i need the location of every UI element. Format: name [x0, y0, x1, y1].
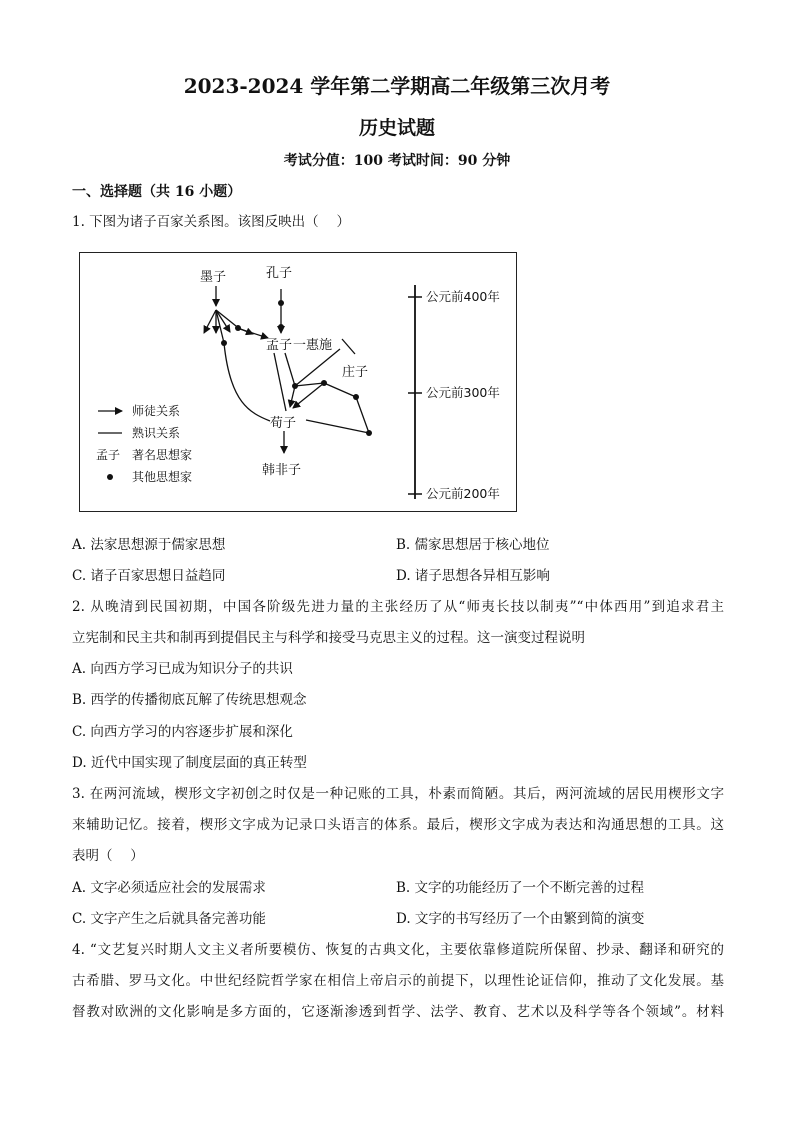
label-zhuangzi: 庄子	[342, 365, 369, 380]
q1-option-c[interactable]: C. 诸子百家思想日益趋同	[72, 568, 226, 584]
q2-option-d[interactable]: D. 近代中国实现了制度层面的真正转型	[72, 755, 307, 771]
line-huishi-zhuangzi	[342, 339, 355, 354]
q3-option-b[interactable]: B. 文字的功能经历了一个不断完善的过程	[396, 880, 645, 896]
arrow-dot-xunzi	[290, 386, 295, 407]
q3-option-d[interactable]: D. 文字的书写经历了一个由繁到简的演变	[396, 911, 645, 927]
legend-famous-sample: 孟子	[96, 448, 121, 462]
relationship-diagram-svg	[80, 253, 518, 513]
q2-option-c[interactable]: C. 向西方学习的内容逐步扩展和深化	[72, 724, 293, 740]
dot-left	[221, 340, 227, 346]
dot-mozi-student	[235, 325, 241, 331]
curve-dot-xunzi	[224, 343, 270, 421]
dot-kongzi-1	[278, 300, 284, 306]
label-xunzi: 荀子	[270, 416, 297, 431]
q1-option-b[interactable]: B. 儒家思想居于核心地位	[396, 537, 550, 553]
line-mengzi-xunzi	[274, 353, 286, 411]
legend-arrow-label: 师徒关系	[132, 404, 181, 418]
q3-option-c[interactable]: C. 文字产生之后就具备完善功能	[72, 911, 266, 927]
line-dot-dot	[295, 383, 324, 386]
label-huishi: 一惠施	[293, 338, 333, 353]
dot-right-1	[353, 394, 359, 400]
dot-center	[292, 383, 298, 389]
arrow-to-mengzi	[240, 329, 268, 338]
q3-option-a[interactable]: A. 文字必须适应社会的发展需求	[72, 880, 266, 896]
legend-line-label: 熟识关系	[132, 426, 181, 440]
legend-dot-label: 其他思想家	[132, 470, 193, 484]
dot-right-2	[366, 430, 372, 436]
exam-title: 2023-2024 学年第二学期高二年级第三次月考	[183, 74, 611, 98]
q3-stem-line3: 表明（ ）	[72, 848, 144, 864]
q1-stem: 1. 下图为诸子百家关系图。该图反映出（ ）	[72, 214, 350, 230]
line-dot-dot3	[356, 397, 369, 433]
q3-stem-line2: 来辅助记忆。接着，楔形文字成为记录口头语言的体系。最后，楔形文字成为表达和沟通思想的工具。这	[72, 817, 724, 833]
q2-option-a[interactable]: A. 向西方学习已成为知识分子的共识	[72, 661, 293, 677]
dot-center-2	[321, 380, 327, 386]
line-huishi-dot	[295, 349, 340, 386]
q4-stem-line2: 古希腊、罗马文化。中世纪经院哲学家在相信上帝启示的前提下，以理性论证信仰，推动了文化发展。基	[72, 973, 724, 989]
q3-stem-line1: 3. 在两河流域，楔形文字初创之时仅是一种记账的工具，朴素而简陋。其后，两河流域的居民用楔形文字	[72, 786, 724, 802]
legend-dot	[107, 474, 113, 480]
q4-stem-line1: 4. “文艺复兴时期人文主义者所要模仿、恢复的古典文化，主要依靠修道院所保留、抄录、翻译和研究的	[72, 942, 724, 958]
relationship-diagram	[79, 252, 517, 512]
section-heading: 一、选择题（共 16 小题）	[72, 184, 242, 200]
dot-kongzi-2	[278, 324, 284, 330]
line-dot-xunzi	[306, 420, 369, 433]
timeline-label-300: 公元前300年	[426, 385, 500, 400]
arrow-mozi-1	[204, 310, 216, 333]
label-mozi: 墨子	[200, 270, 227, 285]
label-mengzi: 孟子	[266, 338, 293, 353]
q2-stem-line1: 2. 从晚清到民国初期，中国各阶级先进力量的主张经历了从“师夷长技以制夷”“中体西用”到追求君主	[72, 599, 724, 615]
line-dot-dot2	[324, 383, 356, 397]
q2-option-b[interactable]: B. 西学的传播彻底瓦解了传统思想观念	[72, 692, 307, 708]
timeline-label-200: 公元前200年	[426, 486, 500, 501]
exam-info: 考试分值：100 考试时间：90 分钟	[283, 153, 511, 169]
legend-famous-label: 著名思想家	[132, 448, 193, 462]
q2-stem-line2: 立宪制和民主共和制再到提倡民主与科学和接受马克思主义的过程。这一演变过程说明	[72, 630, 585, 646]
line-mengzi-dot	[285, 353, 295, 386]
timeline-label-400: 公元前400年	[426, 289, 500, 304]
q1-option-d[interactable]: D. 诸子思想各异相互影响	[396, 568, 550, 584]
q4-stem-line3: 督教对欧洲的文化影响是多方面的，它逐渐渗透到哲学、法学、教育、艺术以及科学等各个领域”。材料	[72, 1004, 724, 1020]
label-hanfeizi: 韩非子	[262, 463, 302, 478]
q1-option-a[interactable]: A. 法家思想源于儒家思想	[72, 537, 226, 553]
label-kongzi: 孔子	[266, 266, 293, 281]
subject-title: 历史试题	[358, 117, 435, 139]
